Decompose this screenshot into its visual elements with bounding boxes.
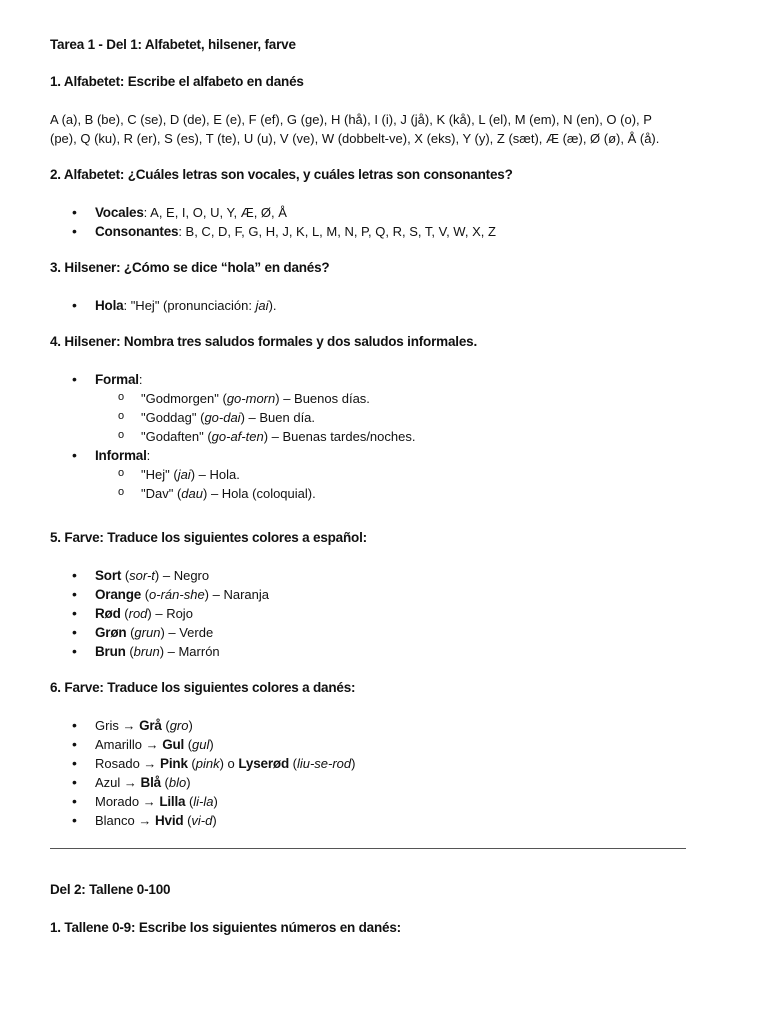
formal-greeting: o "Godaften" (go-af-ten) – Buenas tardes/noches. bbox=[50, 427, 415, 446]
alphabet-paragraph: A (a), B (be), C (se), D (de), E (e), F (ef), G (ge), H (hå), I (i), J (jå), K (kå), L (el), M (em), N (en), O (o), P (pe), Q (ku), R (er), S (es), T (te), U (u), V (ve), W (dobbelt-ve), X (eks), Y (y), Z (sæt), Æ (æ), Ø (ø), Å (å). bbox=[50, 112, 660, 146]
list-item: • Orange (o-rán-she) – Naranja bbox=[50, 585, 269, 604]
list-item: • Amarillo → Gul (gul) bbox=[50, 735, 355, 754]
greetings-list bbox=[50, 370, 415, 503]
list-item: • Blanco → Hvid (vi-d) bbox=[50, 811, 355, 830]
list-item-formal: • Formal: bbox=[50, 370, 415, 389]
list-item: • Rosado → Pink (pink) o Lyserød (liu-se-rod) bbox=[50, 754, 355, 773]
colors-to-danish-list bbox=[50, 716, 355, 830]
list-item: • Rød (rod) – Rojo bbox=[50, 604, 269, 623]
section-4-heading: 4. Hilsener: Nombra tres saludos formales y dos saludos informales. bbox=[50, 334, 477, 349]
section-5-heading: 5. Farve: Traduce los siguientes colores a español: bbox=[50, 530, 367, 545]
informal-greeting: o "Dav" (dau) – Hola (coloquial). bbox=[50, 484, 415, 503]
list-item: • Azul → Blå (blo) bbox=[50, 773, 355, 792]
list-item: • Gris → Grå (gro) bbox=[50, 716, 355, 735]
informal-greeting: o "Hej" (jai) – Hola. bbox=[50, 465, 415, 484]
formal-greeting: o "Goddag" (go-dai) – Buen día. bbox=[50, 408, 415, 427]
list-item-vowels: • Vocales: A, E, I, O, U, Y, Æ, Ø, Å bbox=[50, 203, 496, 222]
list-item-informal: • Informal: bbox=[50, 446, 415, 465]
list-item: • Brun (brun) – Marrón bbox=[50, 642, 269, 661]
part-2-subheading: 1. Tallene 0-9: Escribe los siguientes números en danés: bbox=[50, 920, 401, 935]
colors-to-spanish-list bbox=[50, 566, 269, 661]
list-item: • Morado → Lilla (li-la) bbox=[50, 792, 355, 811]
list-item: • Sort (sor-t) – Negro bbox=[50, 566, 269, 585]
hello-list bbox=[50, 296, 277, 315]
section-2-heading: 2. Alfabetet: ¿Cuáles letras son vocales, y cuáles letras son consonantes? bbox=[50, 167, 513, 182]
part-2-heading: Del 2: Tallene 0-100 bbox=[50, 882, 171, 897]
formal-greeting: o "Godmorgen" (go-morn) – Buenos días. bbox=[50, 389, 415, 408]
section-3-heading: 3. Hilsener: ¿Cómo se dice “hola” en danés? bbox=[50, 260, 330, 275]
horizontal-rule bbox=[50, 848, 686, 849]
list-item-consonants: • Consonantes: B, C, D, F, G, H, J, K, L, M, N, P, Q, R, S, T, V, W, X, Z bbox=[50, 222, 496, 241]
list-item-hola: • Hola: "Hej" (pronunciación: jai). bbox=[50, 296, 277, 315]
section-1-heading: 1. Alfabetet: Escribe el alfabeto en danés bbox=[50, 74, 304, 89]
list-item: • Grøn (grun) – Verde bbox=[50, 623, 269, 642]
document-title: Tarea 1 - Del 1: Alfabetet, hilsener, farve bbox=[50, 37, 296, 52]
vowels-consonants-list bbox=[50, 203, 496, 241]
section-6-heading: 6. Farve: Traduce los siguientes colores a danés: bbox=[50, 680, 356, 695]
